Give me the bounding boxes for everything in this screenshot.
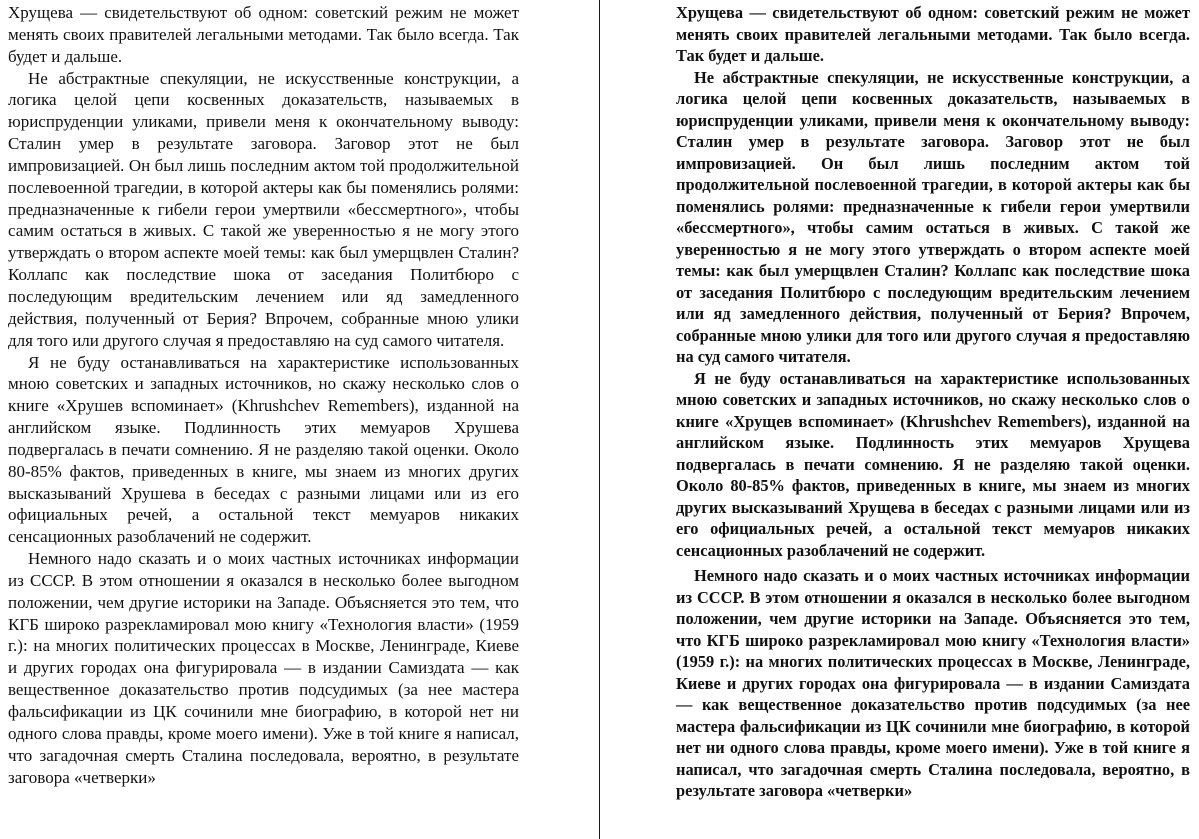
left-paragraph-3: Я не буду останавливаться на характеристике использованных мною советских и западных источников, но скажу несколько слов о книге «Хрушев вспоминает» (Khrushchev Remembers), изданной на английском языке. Подлинность этих мемуаров Хрушева подвергалась в печати сомнению. Я не разделяю такой оценки. Около 80-85% фактов, приведенных в книге, мы знаем из многих других высказываний Хрушева в беседах с разными лицами или из его официальных речей, а остальной текст мемуаров никаких сенсационных разоблачений не содержит. [8,352,519,547]
right-page [676,2,1190,802]
left-paragraph-2: Не абстрактные спекуляции, не искусственные конструкции, а логика целой цепи косвенных доказательств, называемых в юриспруденции уликами, привели меня к окончательному выводу: Сталин умер в результате заговора. Заговор этот не был импровизацией. Он был лишь последним актом той продолжительной послевоенной трагедии, в которой актеры как бы поменялись ролями: предназначенные к гибели герои умертвили «бессмертного», чтобы самим остаться в живых. С такой же уверенностью я не могу этого утверждать о втором аспекте моей темы: как был умерщвлен Сталин? Коллапс как последствие шока от заседания Политбюро с последующим вредительским лечением или яд замедленного действия, полученный от Берия? Впрочем, собранные мною улики для того или другого случая я предоставляю на суд самого читателя. [8,68,519,350]
right-paragraph-4: Немного надо сказать и о моих частных источниках информации из СССР. В этом отношении я оказался в несколько более выгодном положении, чем другие историки на Западе. Объясняется это тем, что КГБ широко разрекламировал мою книгу «Технология власти» (1959 г.): на многих политических процессах в Москве, Ленинграде, Киеве и других городах она фигурировала — в издании Самиздата — как вещественное доказательство против подсудимых (за нее мастера фальсификации из ЦК сочинили мне биографию, в которой нет ни одного слова правды, кроме моего имени). Уже в той книге я написал, что загадочная смерть Сталина последовала, вероятно, в результате заговора «четверки» [676,566,1190,800]
right-paragraph-2: Не абстрактные спекуляции, не искусственные конструкции, а логика целой цепи косвенных доказательств, называемых в юриспруденции уликами, привели меня к окончательному выводу: Сталин умер в результате заговора. Заговор этот не был импровизацией. Он был лишь последним актом той продолжительной послевоенной трагедии, в которой актеры как бы поменялись ролями: предназначенные к гибели герои умертвили «бессмертного», чтобы самим остаться в живых. С такой же уверенностью я не могу этого утверждать о втором аспекте моей темы: как был умерщвлен Сталин? Коллапс как последствие шока от заседания Политбюро с последующим вредительским лечением или яд замедленного действия, полученный от Берия? Впрочем, собранные мною улики для того или другого случая я предоставляю на суд самого читателя. [676,67,1190,366]
page-divider [599,0,600,839]
left-page [8,2,519,788]
right-paragraph-1: Хрущева — свидетельствуют об одном: советский режим не может менять своих правителей легальными методами. Так было всегда. Так будет и дальше. [676,3,1190,65]
right-paragraph-3: Я не буду останавливаться на характеристике использованных мною советских и западных источников, но скажу несколько слов о книге «Хрущев вспоминает» (Khrushchev Remembers), изданной на английском языке. Подлинность этих мемуаров Хрущева подвергалась в печати сомнению. Я не разделяю такой оценки. Около 80-85% фактов, приведенных в книге, мы знаем из многих других высказываний Хрущева в беседах с разными лицами или из его официальных речей, а остальной текст мемуаров никаких сенсационных разоблачений не содержит. [676,368,1190,560]
left-paragraph-1: Хрущева — свидетельствуют об одном: советский режим не может менять своих правителей легальными методами. Так было всегда. Так будет и дальше. [8,3,519,66]
left-paragraph-4: Немного надо сказать и о моих частных источниках информации из СССР. В этом отношении я оказался в несколько более выгодном положении, чем другие историки на Западе. Объясняется это тем, что КГБ широко разрекламировал мою книгу «Технология власти» (1959 г.): на многих политических процессах в Москве, Ленинграде, Киеве и других городах она фигурировала — в издании Самиздата — как вещественное доказательство против подсудимых (за нее мастера фальсификации из ЦК сочинили мне биографию, в которой нет ни одного слова правды, кроме моего имени). Уже в той книге я написал, что загадочная смерть Сталина последовала, вероятно, в результате заговора «четверки» [8,549,519,787]
